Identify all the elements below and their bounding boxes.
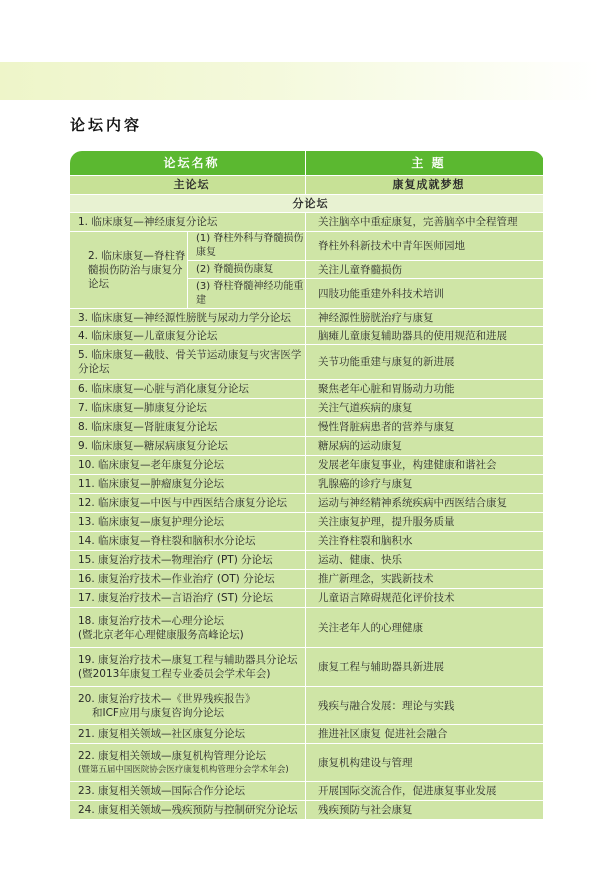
section-title: 论坛内容 (70, 116, 143, 134)
header-band (0, 62, 600, 100)
forum-theme: 聚焦老年心脏和胃肠动力功能 (306, 380, 544, 399)
forum-theme: 康复机构建设与管理 (306, 744, 544, 782)
forum-name-line1: 19. 康复治疗技术—康复工程与辅助器具分论坛 (78, 654, 298, 666)
forum-theme: 乳腺癌的诊疗与康复 (306, 475, 544, 494)
forum-name (70, 744, 306, 782)
forum-name-line1: 18. 康复治疗技术—心理分论坛 (78, 614, 225, 627)
table-row (70, 551, 544, 570)
forum-sub-name: (3) 脊柱脊髓神经功能重建 (188, 279, 306, 309)
table-row (70, 782, 544, 801)
header-name: 论坛名称 (70, 151, 306, 176)
main-forum-theme: 康复成就梦想 (306, 176, 544, 195)
table-row (70, 327, 544, 345)
forum-theme: 关注儿童脊髓损伤 (306, 261, 544, 279)
table-row (70, 589, 544, 608)
forum-theme: 关注老年人的心理健康 (306, 608, 544, 648)
forum-name (70, 648, 306, 687)
forum-name (70, 687, 306, 725)
forum-theme: 糖尿病的运动康复 (306, 437, 544, 456)
forum-theme: 儿童语言障碍规范化评价技术 (306, 589, 544, 608)
forum-theme: 推广新理念，实践新技术 (306, 570, 544, 589)
main-forum-name: 主论坛 (70, 176, 306, 195)
forum-theme: 运动与神经精神系统疾病中西医结合康复 (306, 494, 544, 513)
forum-theme: 脑瘫儿童康复辅助器具的使用规范和进展 (306, 327, 544, 345)
forum-theme: 关注康复护理，提升服务质量 (306, 513, 544, 532)
forum-name: 9. 临床康复—糖尿病康复分论坛 (70, 437, 306, 456)
table-row (70, 570, 544, 589)
table-row (70, 725, 544, 744)
forum-name: 23. 康复相关领域—国际合作分论坛 (70, 782, 306, 801)
header-theme: 主 题 (306, 151, 544, 176)
table-row (70, 648, 544, 687)
forum-theme: 运动、健康、快乐 (306, 551, 544, 570)
forum-sub-name: (1) 脊柱外科与脊髓损伤康复 (188, 232, 306, 261)
forum-sub-name: (2) 脊髓损伤康复 (188, 261, 306, 279)
forum-name: 2. 临床康复—脊柱脊髓损伤防治与康复分论坛 (70, 232, 188, 309)
forum-theme: 残疾预防与社会康复 (306, 801, 544, 820)
forum-theme: 脊柱外科新技术中青年医师园地 (306, 232, 544, 261)
forum-name: 21. 康复相关领域—社区康复分论坛 (70, 725, 306, 744)
forum-theme: 关注脊柱裂和脑积水 (306, 532, 544, 551)
forum-theme: 康复工程与辅助器具新进展 (306, 648, 544, 687)
forum-name (70, 608, 306, 648)
table-row (70, 213, 544, 232)
forum-name: 16. 康复治疗技术—作业治疗 (OT) 分论坛 (70, 570, 306, 589)
forum-name-line1: 20. 康复治疗技术—《世界残疾报告》 (78, 692, 256, 705)
forum-name: 15. 康复治疗技术—物理治疗 (PT) 分论坛 (70, 551, 306, 570)
forum-name-line2: 和ICF应用与康复咨询分论坛 (92, 706, 224, 719)
forum-theme: 残疾与融合发展：理论与实践 (306, 687, 544, 725)
forum-theme: 开展国际交流合作，促进康复事业发展 (306, 782, 544, 801)
forum-name-line2: (暨2013年康复工程专业委员会学术年会) (78, 668, 271, 680)
forum-theme: 推进社区康复 促进社会融合 (306, 725, 544, 744)
forum-theme: 关节功能重建与康复的新进展 (306, 345, 544, 380)
forum-theme: 神经源性膀胱治疗与康复 (306, 309, 544, 327)
forum-table (69, 150, 544, 820)
table-row (70, 345, 544, 380)
forum-theme: 发展老年康复事业，构建健康和谐社会 (306, 456, 544, 475)
forum-theme: 四肢功能重建外科技术培训 (306, 279, 544, 309)
forum-name: 5. 临床康复—截肢、骨关节运动康复与灾害医学分论坛 (70, 345, 306, 380)
table-row (70, 418, 544, 437)
table-row (70, 456, 544, 475)
forum-theme: 关注脑卒中重症康复，完善脑卒中全程管理 (306, 213, 544, 232)
table-row (70, 232, 544, 261)
forum-name: 10. 临床康复—老年康复分论坛 (70, 456, 306, 475)
table-row (70, 399, 544, 418)
forum-name: 11. 临床康复—肿瘤康复分论坛 (70, 475, 306, 494)
table-row (70, 608, 544, 648)
forum-name: 1. 临床康复—神经康复分论坛 (70, 213, 306, 232)
forum-name-line1: 22. 康复相关领域—康复机构管理分论坛 (78, 749, 267, 762)
forum-name: 17. 康复治疗技术—言语治疗 (ST) 分论坛 (70, 589, 306, 608)
forum-name-line2: (暨第五届中国医院协会医疗康复机构管理分会学术年会) (78, 764, 289, 775)
table-row (70, 801, 544, 820)
forum-name: 6. 临床康复—心脏与消化康复分论坛 (70, 380, 306, 399)
table-row (70, 687, 544, 725)
table-row (70, 475, 544, 494)
table-row (70, 513, 544, 532)
forum-name: 24. 康复相关领域—残疾预防与控制研究分论坛 (70, 801, 306, 820)
forum-name: 12. 临床康复—中医与中西医结合康复分论坛 (70, 494, 306, 513)
forum-theme: 关注气道疾病的康复 (306, 399, 544, 418)
table-row (70, 380, 544, 399)
forum-name-line2: (暨北京老年心理健康服务高峰论坛) (78, 628, 244, 641)
table-row (70, 532, 544, 551)
forum-theme: 慢性肾脏病患者的营养与康复 (306, 418, 544, 437)
forum-name: 3. 临床康复—神经源性膀胱与尿动力学分论坛 (70, 309, 306, 327)
table-row (70, 437, 544, 456)
forum-name: 14. 临床康复—脊柱裂和脑积水分论坛 (70, 532, 306, 551)
sub-forum-label: 分论坛 (70, 195, 544, 213)
table-row (70, 744, 544, 782)
table-row (70, 494, 544, 513)
table-row (70, 309, 544, 327)
forum-name: 7. 临床康复—肺康复分论坛 (70, 399, 306, 418)
forum-name: 4. 临床康复—儿童康复分论坛 (70, 327, 306, 345)
forum-name: 8. 临床康复—肾脏康复分论坛 (70, 418, 306, 437)
forum-name: 13. 临床康复—康复护理分论坛 (70, 513, 306, 532)
